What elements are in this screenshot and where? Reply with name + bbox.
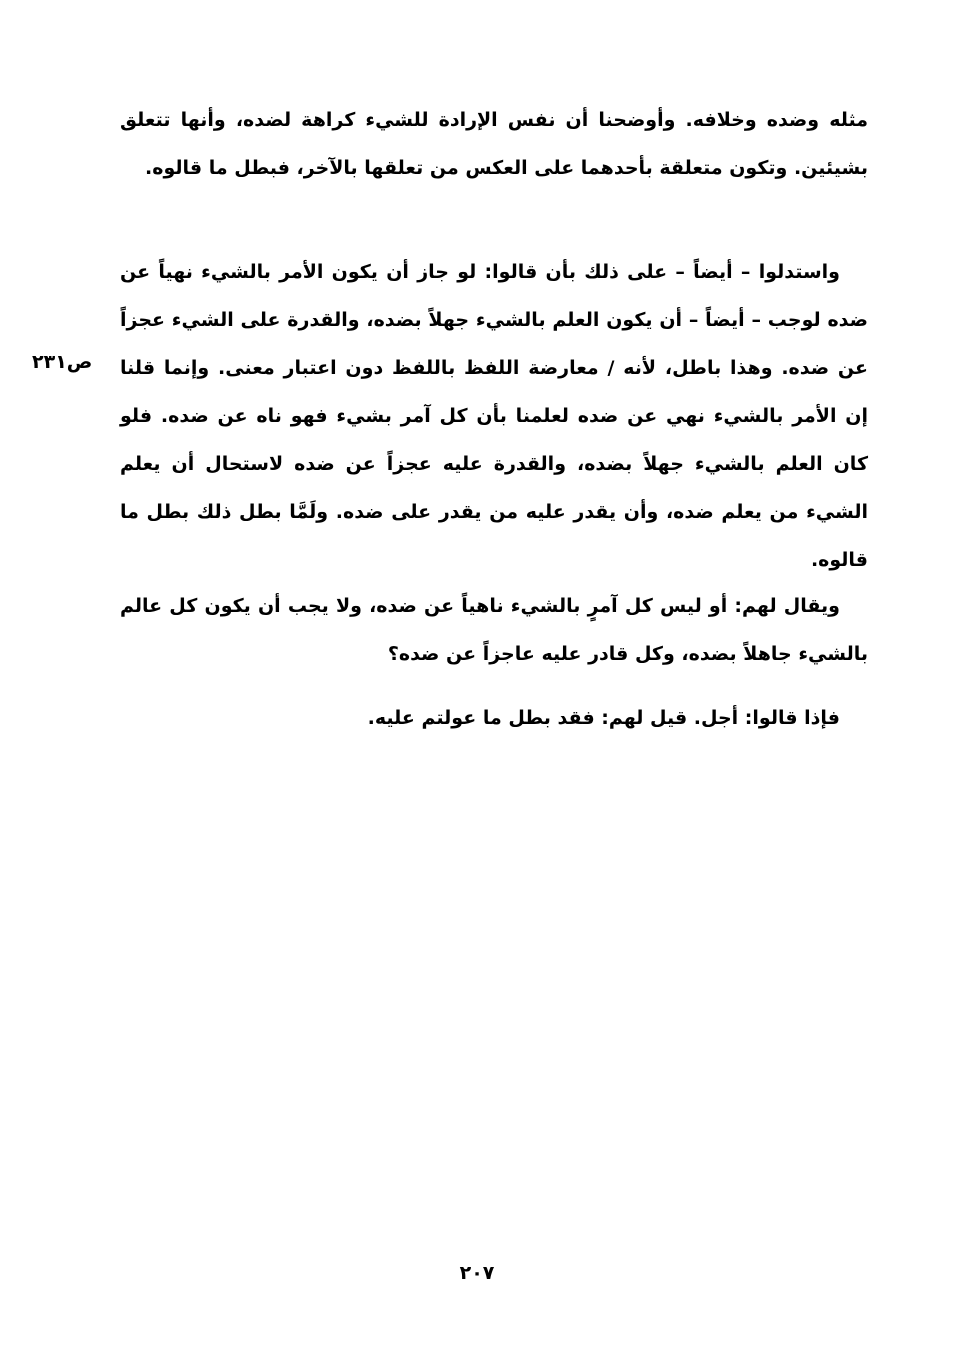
- paragraph-text: واستدلوا – أيضاً – على ذلك بأن قالوا: لو جاز أن يكون الأمر بالشيء نهياً عن ضده لوجب – أيضاً – أن يكون العلم بالشيء جهلاً بضده، والقدرة على الشيء عجزاً عن ضده. وهذا باطل، لأنه / معارضة اللفظ باللفظ دون اعتبار معنى. وإنما قلنا إن الأمر بالشيء نهي عن ضده لعلمنا بأن كل آمر بشيء فهو ناه عن ضده. فلو كان العلم بالشيء جهلاً بضده، والقدرة عليه عجزاً عن ضده لاستحال أن يعلم الشيء من يعلم ضده، وأن يقدر عليه من يقدر على ضده. ولَمَّا بطل ذلك بطل ما قالوه.: [120, 261, 868, 571]
- paragraph-3: [120, 582, 868, 678]
- paragraph-2: [120, 248, 868, 584]
- paragraph-4: [120, 694, 868, 742]
- page-number: ٢٠٧: [459, 1262, 495, 1284]
- paragraph-1: [120, 96, 868, 192]
- paragraph-text: ويقال لهم: أو ليس كل آمرٍ بالشيء ناهياً عن ضده، ولا يجب أن يكون كل عالم بالشيء جاهلاً بضده، وكل قادر عليه عاجزاً عن ضده؟: [120, 595, 868, 665]
- paragraph-text: فإذا قالوا: أجل. قيل لهم: فقد بطل ما عولتم عليه.: [367, 707, 840, 729]
- margin-page-reference: ص٢٣١: [32, 351, 93, 373]
- paragraph-text: مثله وضده وخلافه. وأوضحنا أن نفس الإرادة للشيء كراهة لضده، وأنها تتعلق بشيئين. وتكون متعلقة بأحدهما على العكس من تعلقها بالآخر، فبطل ما قالوه.: [120, 109, 868, 179]
